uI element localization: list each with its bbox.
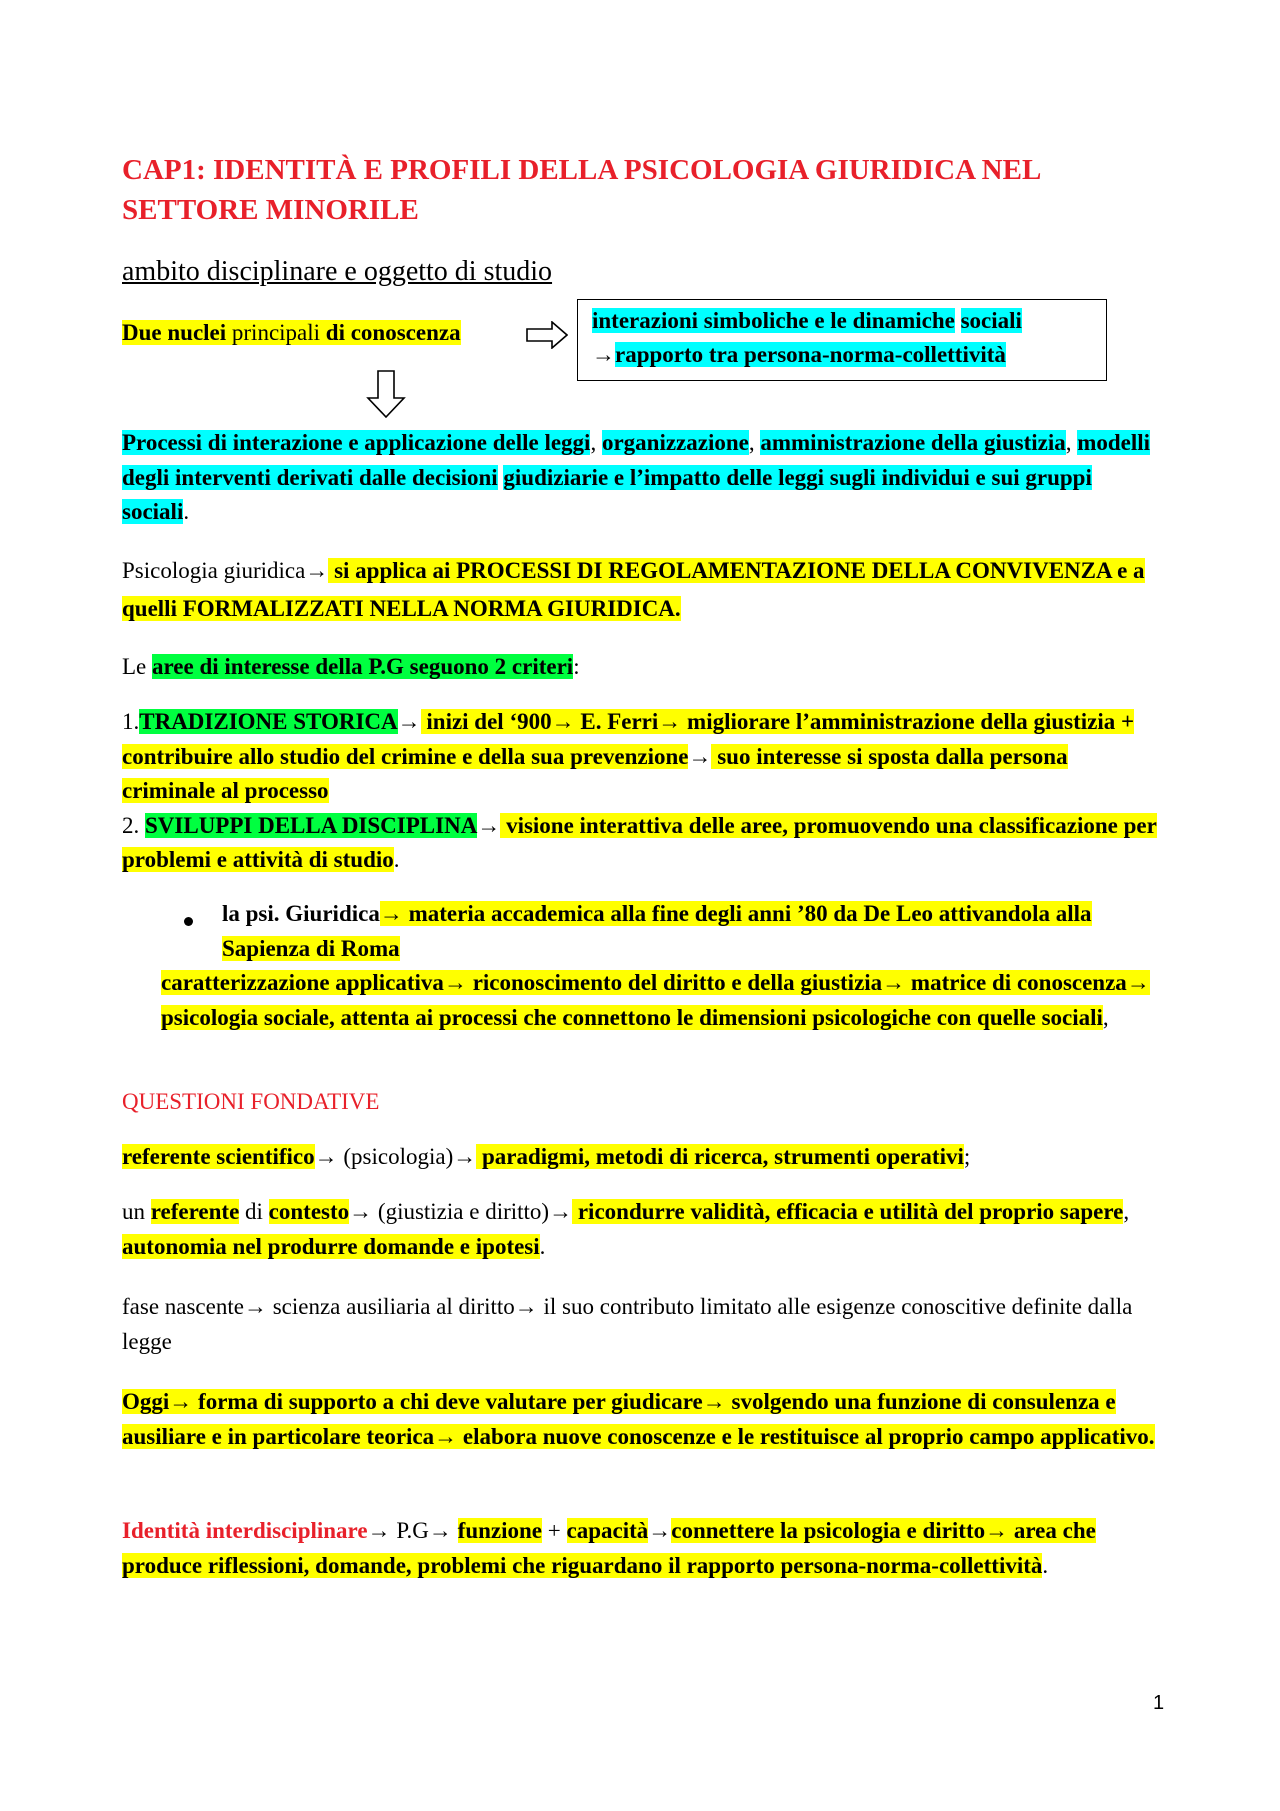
section-subtitle: ambito disciplinare e oggetto di studio xyxy=(122,256,553,287)
identita-i: . xyxy=(1042,1552,1049,1578)
referente1-arr2: → xyxy=(453,1144,477,1169)
processi-a: Processi di interazione e applicazione delle leggi xyxy=(122,430,591,455)
bullet-a: la psi. Giuridica xyxy=(222,901,380,926)
referente2-f: ricondurre validità, efficacia e utilità del proprio sapere xyxy=(572,1199,1124,1224)
referente2-d: contesto xyxy=(268,1199,350,1224)
identita-b: P.G xyxy=(390,1518,429,1543)
referente1-d: ; xyxy=(963,1144,971,1169)
processi-j: . xyxy=(183,499,190,524)
processi-b: , xyxy=(590,430,602,455)
oggi-b: forma di supporto a chi deve valutare per giudicare xyxy=(192,1389,703,1414)
criterio2-arr: → xyxy=(477,812,501,838)
processi-c: organizzazione xyxy=(601,430,749,455)
referente2-b: referente xyxy=(150,1199,240,1224)
right-arrow-icon xyxy=(526,321,568,349)
nuclei-line xyxy=(122,316,542,351)
criterio1-c: E. Ferri xyxy=(574,709,659,734)
referente2-h: autonomia nel produrre domande e ipotesi xyxy=(122,1233,540,1259)
criterio1-b: inizi del ‘900 xyxy=(420,709,552,734)
referente2-e: (giustizia e diritto) xyxy=(372,1199,550,1224)
criterio2-a: SVILUPPI DELLA DISCIPLINA xyxy=(145,812,478,838)
processi-g: modelli degli interventi derivati dalle decisioni xyxy=(122,430,1151,490)
nuclei-text-2: principali xyxy=(226,320,326,345)
processi-e: amministrazione della giustizia xyxy=(760,430,1066,455)
referente1-arr1: → xyxy=(314,1144,338,1169)
processi-f: , xyxy=(1065,430,1078,455)
fase-b: scienza ausiliaria al diritto xyxy=(266,1294,515,1319)
bullet-b: materia accademica alla fine degli anni ’80 da De Leo attivandola alla Sapienza di Roma xyxy=(222,901,1092,961)
box-text-1b: sociali xyxy=(960,308,1022,333)
referente2-paragraph xyxy=(122,1195,1162,1264)
oggi-a: Oggi xyxy=(122,1389,170,1414)
fase-arr1: → xyxy=(243,1294,267,1319)
fase-a: fase nascente xyxy=(122,1294,244,1319)
oggi-arr1: → xyxy=(169,1389,193,1414)
referente2-arr2: → xyxy=(549,1199,573,1224)
identita-e: + xyxy=(542,1518,567,1543)
referente2-arr1: → xyxy=(349,1199,373,1224)
identita-paragraph xyxy=(122,1514,1162,1583)
identita-g: connettere la psicologia e diritto xyxy=(671,1518,986,1543)
bullet-dot xyxy=(184,917,193,926)
psicologia-arrow: → xyxy=(305,558,329,583)
aree-c: : xyxy=(573,654,580,679)
oggi-paragraph xyxy=(122,1385,1162,1454)
referente1-b: (psicologia) xyxy=(337,1144,454,1169)
criterio1-d: migliorare l’amministrazione della giustizia + contribuire allo studio del crimine e della sua prevenzione xyxy=(122,709,1135,769)
identita-arr3: → xyxy=(648,1518,672,1543)
criterio2-c: . xyxy=(393,847,400,872)
box-text-1a: interazioni simboliche e le dinamiche xyxy=(592,308,955,333)
criterio1-e: suo interesse si sposta dalla persona criminale al processo xyxy=(122,743,1068,803)
identita-arr1: → xyxy=(367,1518,391,1543)
aree-a: Le xyxy=(122,654,153,679)
nuclei-text-3: di conoscenza xyxy=(325,320,461,345)
bullet-g: , xyxy=(1102,1004,1109,1030)
identita-h: area che produce riflessioni, domande, problemi che riguardano il rapporto persona-norma-collettività xyxy=(122,1518,1096,1578)
referente2-i: . xyxy=(539,1233,546,1259)
box-line-2 xyxy=(592,338,1092,372)
referente2-c: di xyxy=(239,1199,269,1224)
oggi-arr3: → xyxy=(434,1423,458,1449)
identita-a: Identità interdisciplinare xyxy=(122,1518,368,1543)
psicologia-paragraph xyxy=(122,552,1162,628)
criterio2-num: 2. xyxy=(122,812,145,838)
bullet-d: riconoscimento del diritto e della giustizia xyxy=(466,970,883,995)
psicologia-b: si applica ai PROCESSI DI REGOLAMENTAZIONE DELLA CONVIVENZA e a quelli FORMALIZZATI NELLA NORMA GIURIDICA. xyxy=(122,558,1145,621)
oggi-arr2: → xyxy=(702,1389,726,1414)
processi-paragraph xyxy=(122,426,1162,530)
box-arrow: → xyxy=(592,342,615,367)
nuclei-box xyxy=(577,299,1107,381)
referente1-line xyxy=(122,1140,1162,1175)
criterio1-arr2: → xyxy=(551,709,575,734)
bullet-arr1: → xyxy=(379,901,403,926)
bullet-e: matrice di conoscenza xyxy=(905,970,1127,995)
box-line-1 xyxy=(592,304,1092,338)
fase-c: il suo contributo limitato alle esigenze conoscitive definite dalla legge xyxy=(122,1294,1133,1354)
identita-c xyxy=(452,1518,458,1543)
bullet-arr3: → xyxy=(882,970,906,995)
identita-arr4: → xyxy=(985,1518,1009,1543)
fase-paragraph xyxy=(122,1290,1162,1359)
identita-d: funzione xyxy=(457,1518,543,1543)
bullet-continuation xyxy=(161,966,1161,1035)
page-number: 1 xyxy=(1153,1692,1165,1714)
bullet-c: caratterizzazione applicativa xyxy=(161,970,444,995)
identita-arr2: → xyxy=(428,1518,452,1543)
bullet-arr4: → xyxy=(1126,970,1150,995)
referente1-a: referente scientifico xyxy=(122,1144,315,1169)
bullet-f: psicologia sociale, attenta ai processi che connettono le dimensioni psicologiche con quelle sociali xyxy=(161,1004,1103,1030)
criterio1-arr3: → xyxy=(658,709,682,734)
criterio1-num: 1. xyxy=(122,709,140,734)
oggi-d: elabora nuove conoscenze e le restituisce al proprio campo applicativo. xyxy=(457,1423,1155,1449)
processi-i: giudiziarie e l’impatto delle leggi sugli individui e sui gruppi sociali xyxy=(122,464,1092,524)
criteri-paragraph xyxy=(122,705,1162,878)
identita-f: capacità xyxy=(566,1518,649,1543)
criterio2-b: visione interattiva delle aree, promuovendo una classificazione per problemi e attività di studio xyxy=(122,812,1157,872)
processi-d: , xyxy=(748,430,761,455)
oggi-c: svolgendo una funzione di consulenza e ausiliare e in particolare teorica xyxy=(122,1389,1116,1449)
criterio1-a: TRADIZIONE STORICA xyxy=(139,709,398,734)
psicologia-a: Psicologia giuridica xyxy=(122,558,306,583)
fase-arr2: → xyxy=(514,1294,538,1319)
aree-paragraph xyxy=(122,650,1162,685)
bullet-arr2: → xyxy=(443,970,467,995)
criterio1-arr1: → xyxy=(397,709,421,734)
box-text-2: rapporto tra persona-norma-collettività xyxy=(615,342,1006,367)
questioni-heading: QUESTIONI FONDATIVE xyxy=(122,1089,380,1114)
referente2-g: , xyxy=(1123,1199,1130,1224)
referente1-c: paradigmi, metodi di ricerca, strumenti operativi xyxy=(476,1144,964,1169)
criterio1-arr4: → xyxy=(688,743,712,769)
bullet-line xyxy=(222,897,1172,966)
referente2-a: un xyxy=(122,1199,151,1224)
nuclei-text-1: Due nuclei xyxy=(122,320,227,345)
aree-b: aree di interesse della P.G seguono 2 criteri xyxy=(152,654,574,679)
page-title: CAP1: IDENTITÀ E PROFILI DELLA PSICOLOGIA GIURIDICA NEL SETTORE MINORILE xyxy=(122,154,1040,226)
down-arrow-icon xyxy=(366,370,406,418)
